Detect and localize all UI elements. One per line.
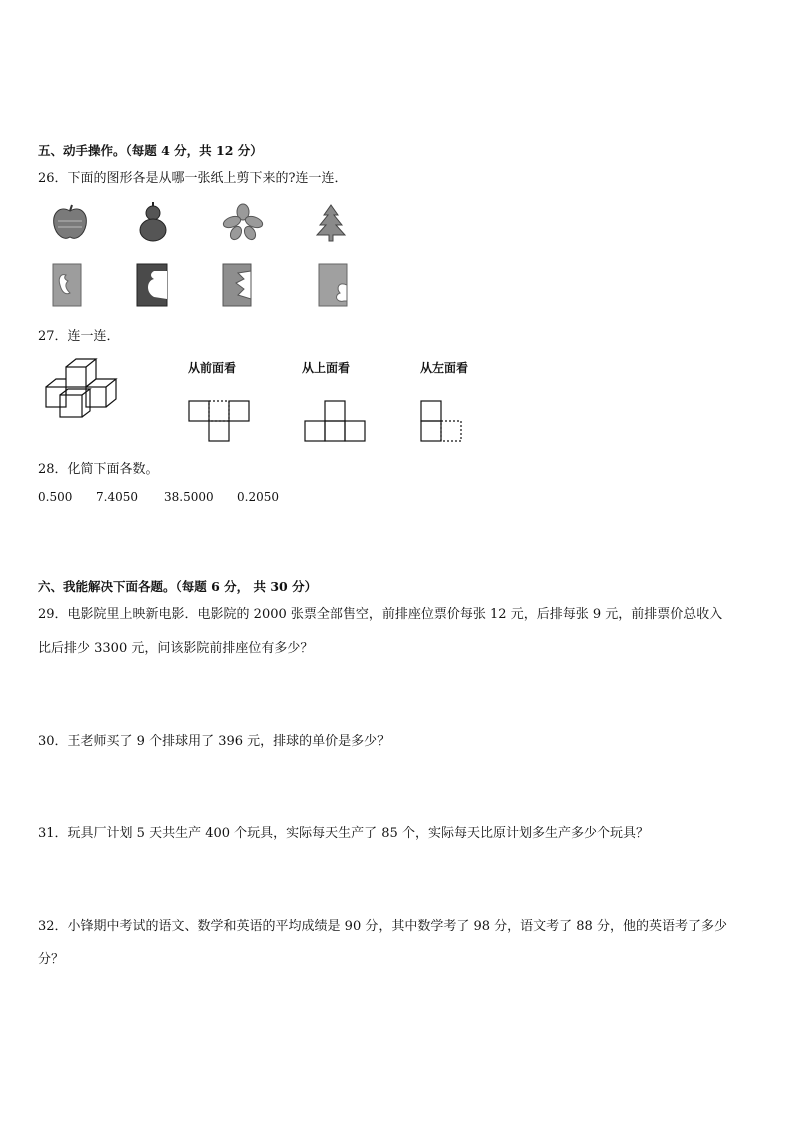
paper-apple-hole-icon bbox=[52, 263, 82, 307]
question-29-line-2: 比后排少 3300 元，问该影院前排座位有多少？ bbox=[38, 641, 314, 656]
number-item: 38.5000 bbox=[164, 490, 214, 504]
number-item: 0.500 bbox=[38, 490, 73, 504]
paper-flower-hole-icon bbox=[222, 263, 252, 307]
question-27-text: 27．连一连． bbox=[38, 329, 120, 344]
view-top-label: 从上面看 bbox=[302, 361, 351, 375]
question-31-text: 31．玩具厂计划 5 天共生产 400 个玩具，实际每天生产了 85 个，实际每天比原计划多生产多少个玩具？ bbox=[38, 826, 649, 841]
question-26-text: 26．下面的图形各是从哪一张纸上剪下来的?连一连． bbox=[38, 171, 348, 186]
question-32-line-1: 32．小锋期中考试的语文、数学和英语的平均成绩是 90 分，其中数学考了 98 分，语文考了 88 分，他的英语考了多少 bbox=[38, 919, 727, 934]
gourd-cutout-icon bbox=[136, 202, 170, 244]
paper-gourd-hole-icon bbox=[136, 263, 168, 307]
question-28-text: 28．化简下面各数。 bbox=[38, 462, 159, 477]
flower-cutout-icon bbox=[222, 204, 264, 240]
apple-cutout-icon bbox=[50, 203, 90, 243]
section-6-heading: 六、我能解决下面各题。（每题 6 分， 共 30 分） bbox=[38, 579, 318, 594]
view-left-label: 从左面看 bbox=[420, 361, 469, 375]
question-29-line-1: 29．电影院里上映新电影．电影院的 2000 张票全部售空，前排座位票价每张 12 元，后排每张 9 元，前排票价总收入 bbox=[38, 607, 723, 622]
number-item: 7.4050 bbox=[96, 490, 138, 504]
tree-cutout-icon bbox=[314, 203, 348, 243]
front-view-figure bbox=[188, 400, 252, 444]
number-item: 0.2050 bbox=[237, 490, 279, 504]
cube-stack-figure bbox=[38, 355, 138, 429]
question-30-text: 30．王老师买了 9 个排球用了 396 元，排球的单价是多少？ bbox=[38, 734, 391, 749]
left-view-figure bbox=[420, 400, 466, 444]
section-5-heading: 五、动手操作。（每题 4 分，共 12 分） bbox=[38, 143, 263, 158]
view-front-label: 从前面看 bbox=[188, 361, 237, 375]
paper-tree-hole-icon bbox=[318, 263, 348, 307]
question-32-line-2: 分？ bbox=[38, 952, 65, 967]
top-view-figure bbox=[304, 400, 368, 444]
